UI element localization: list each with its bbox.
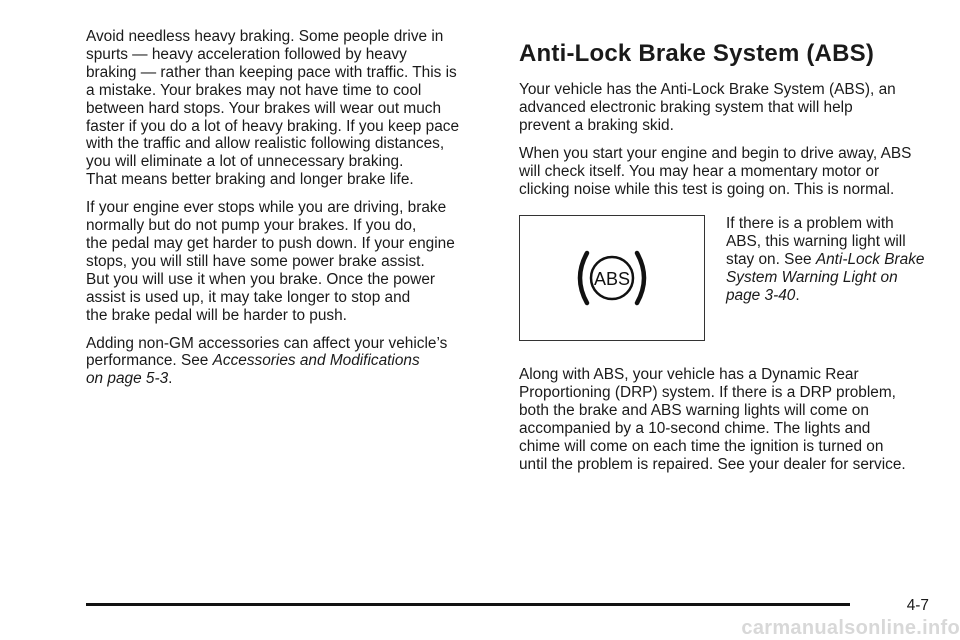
section-heading: Anti-Lock Brake System (ABS) — [519, 40, 875, 67]
accessories-text: Adding non-GM accessories can affect your vehicle’s performance. See — [86, 334, 448, 370]
caption-text: If there is a problem with ABS, this warning light will stay on. See — [726, 215, 906, 269]
paragraph-abs-intro: Your vehicle has the Anti-Lock Brake System (ABS), an advanced electronic braking system that will help prevent a braking skid. — [519, 81, 896, 134]
abs-warning-light-box — [519, 215, 705, 341]
abs-icon-label: ABS — [593, 269, 631, 290]
caption-end: . — [795, 287, 800, 305]
accessories-reference-link[interactable]: Accessories and Modifications on page 5-3 — [86, 352, 420, 388]
paragraph-accessories — [86, 335, 496, 389]
paragraph-abs-self-check: When you start your engine and begin to drive away, ABS will check itself. You may hear a momentary motor or clicking noise while this test is going on. This is normal. — [519, 144, 912, 198]
left-column — [86, 28, 496, 398]
page-number: 4-7 — [906, 597, 929, 614]
abs-figure — [519, 214, 931, 350]
right-column — [519, 38, 931, 484]
paragraph-heavy-braking: Avoid needless heavy braking. Some people drive in spurts — heavy acceleration followed by heavy braking — rather than keeping pace with traffic. This is a mistake. Your brakes may not have time to cool between hard stops. Your brakes will wear out much faster if you do a lot of heavy braking. If you keep pace with the traffic and allow realistic following distances, you will eliminate a lot of unnecessary braking. That means better braking and longer brake life. — [86, 28, 460, 189]
paragraph-drp-system: Along with ABS, your vehicle has a Dynamic Rear Proportioning (DRP) system. If there is a DRP problem, both the brake and ABS warning lights will come on accompanied by a 10-second chime. The lights and chime will come on each time the ignition is turned on until the problem is repaired. See your dealer for service. — [519, 366, 906, 473]
abs-warning-light-reference-link[interactable]: Anti-Lock Brake System Warning Light on page 3-40 — [726, 251, 925, 305]
watermark: carmanualsonline.info — [741, 617, 960, 639]
footer-rule — [86, 603, 850, 606]
accessories-end: . — [168, 370, 173, 388]
abs-warning-caption — [726, 215, 931, 305]
abs-warning-icon — [575, 247, 649, 309]
paragraph-engine-stops: If your engine ever stops while you are driving, brake normally but do not pump your brakes. If you do, the pedal may get harder to push down. If your engine stops, you will still have some power brake assist. But you will use it when you brake. Once the power assist is used up, it may take longer to stop and the brake pedal will be harder to push. — [86, 199, 455, 324]
